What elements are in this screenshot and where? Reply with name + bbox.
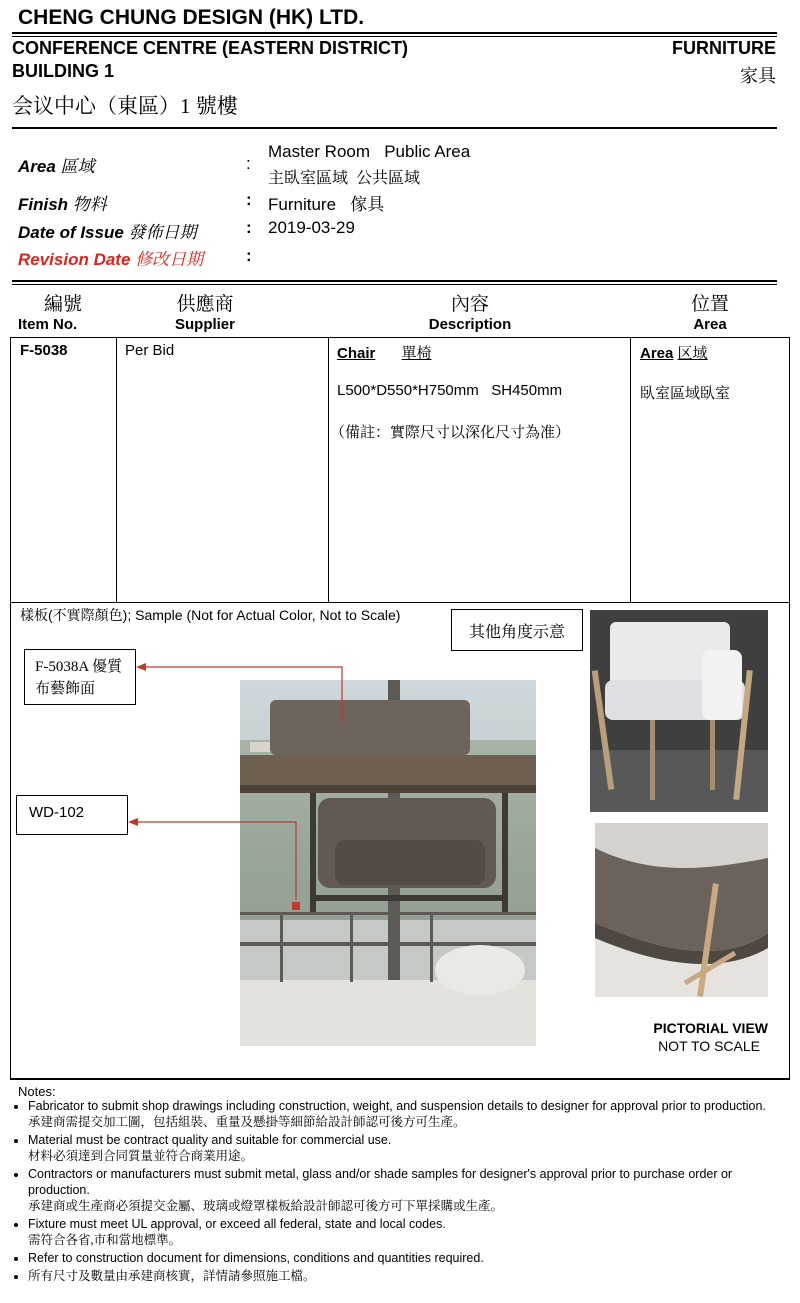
description-title-en: Chair xyxy=(337,345,376,362)
note-text-cn: 承建商或生產商必須提交金屬、玻璃或燈罩樣板給設計師認可後方可下單採購或生產。 xyxy=(28,1199,504,1213)
finish-colon: : xyxy=(246,190,252,209)
issue-date-value: 2019-03-29 xyxy=(268,218,355,237)
area-title-en: Area xyxy=(640,345,674,362)
note-text-en: • Fixture must meet UL approval, or exceed all federal, state and local codes. xyxy=(28,1217,446,1231)
category-label-cn: 家具 xyxy=(740,66,776,86)
finish-label-en: Finish xyxy=(18,195,69,214)
side-photo-front xyxy=(590,610,768,812)
project-building: BUILDING 1 xyxy=(12,61,115,81)
col-divider-2 xyxy=(328,337,329,602)
description-title-cn: 單椅 xyxy=(401,346,432,362)
header-rule-bottom xyxy=(12,127,777,129)
col-header-area-en: Area xyxy=(693,316,727,333)
note-text-cn: 材料必須達到合同質量並符合商業用途。 xyxy=(28,1149,254,1163)
category-label: FURNITURE xyxy=(672,38,776,58)
col-header-supplier-en: Supplier xyxy=(174,316,235,333)
revision-date-colon: : xyxy=(246,246,252,265)
finish-value: Furniture 傢具 xyxy=(268,195,385,214)
revision-date-label-en: Revision Date xyxy=(18,250,131,269)
wood-callout-text: WD-102 xyxy=(29,804,85,821)
note-item xyxy=(28,1216,788,1248)
area-colon: : xyxy=(246,154,251,173)
area-label xyxy=(18,152,95,177)
finish-label xyxy=(18,190,107,215)
area-value-en: Master Room Public Area xyxy=(268,142,471,161)
area-title xyxy=(640,342,708,363)
area-label-cn: 區域 xyxy=(60,157,95,176)
note-text-en: • Fabricator to submit shop drawings including construction, weight, and suspension details to designer for approval prior to production. xyxy=(28,1099,766,1113)
issue-date-label-en: Date of Issue xyxy=(18,223,124,242)
header-rule-top-thin xyxy=(12,36,777,37)
note-text-cn: • 所有尺寸及數量由承建商核實，詳情請參照施工檔。 xyxy=(28,1269,316,1283)
note-item xyxy=(28,1268,788,1284)
col-header-description-en: Description xyxy=(428,316,512,333)
company-name: CHENG CHUNG DESIGN (HK) LTD. xyxy=(18,6,365,29)
main-chair-illustration xyxy=(240,680,536,1046)
col-header-item-cn: 編號 xyxy=(43,294,82,315)
col-header-description-cn: 內容 xyxy=(450,294,489,315)
col-header-area-cn: 位置 xyxy=(690,294,729,315)
col-header-item xyxy=(18,289,108,333)
other-angles-text: 其他角度示意 xyxy=(468,623,565,641)
description-note: （備註：實際尺寸以深化尺寸為准） xyxy=(330,425,571,441)
note-text-cn: 需符合各省,市和當地標準。 xyxy=(28,1233,182,1247)
col-header-supplier xyxy=(150,289,260,333)
other-angles-label xyxy=(451,609,583,651)
area-label-en: Area xyxy=(18,157,56,176)
col-header-item-en: Item No. xyxy=(18,316,78,333)
issue-date-colon: : xyxy=(246,218,252,237)
col-header-description xyxy=(400,289,540,333)
notes-title: Notes: xyxy=(18,1084,56,1099)
info-rule-top xyxy=(12,280,777,282)
white-chair-illustration xyxy=(590,610,768,812)
project-title-cn: 会议中心（東區）1 號樓 xyxy=(12,94,238,118)
project-title: CONFERENCE CENTRE (EASTERN DISTRICT) xyxy=(12,38,409,58)
notes-list xyxy=(2,1098,788,1286)
table-row-divider xyxy=(10,602,790,603)
description-dimensions: L500*D550*H750mm SH450mm xyxy=(337,382,563,399)
main-chair-photo xyxy=(240,680,536,1046)
fabric-callout-text: F-5038A 優質布藝飾面 xyxy=(35,659,123,697)
note-item xyxy=(28,1132,788,1164)
pictorial-view-label: PICTORIAL VIEW xyxy=(653,1020,768,1036)
col-divider-3 xyxy=(630,337,631,602)
issue-date-label-cn: 發佈日期 xyxy=(128,223,197,242)
item-number: F-5038 xyxy=(20,342,68,359)
info-rule-bottom xyxy=(12,284,777,285)
revision-date-label xyxy=(18,245,203,270)
area-value: 臥室區域臥室 xyxy=(640,386,731,402)
col-header-area xyxy=(670,289,750,333)
finish-label-cn: 物料 xyxy=(72,195,107,214)
col-header-supplier-cn: 供應商 xyxy=(176,294,234,315)
header-rule-top xyxy=(12,32,777,34)
not-to-scale-label: NOT TO SCALE xyxy=(658,1038,760,1054)
note-text-en: • Refer to construction document for dimensions, conditions and quantities required. xyxy=(28,1251,484,1265)
col-divider-1 xyxy=(116,337,117,602)
side-photo-detail xyxy=(595,823,768,997)
area-value-cn: 主臥室區域 公共區域 xyxy=(268,170,421,187)
description-title xyxy=(337,342,432,363)
revision-date-label-cn: 修改日期 xyxy=(135,250,204,269)
note-item xyxy=(28,1250,788,1266)
wood-callout xyxy=(16,795,128,835)
seat-detail-illustration xyxy=(595,823,768,997)
note-text-en: • Contractors or manufacturers must submit metal, glass and/or shade samples for designer's approval prior to purchase order or production. xyxy=(28,1167,733,1197)
note-item xyxy=(28,1166,788,1214)
notes-rule xyxy=(10,1079,790,1080)
issue-date-label xyxy=(18,218,197,243)
note-item xyxy=(28,1098,788,1130)
note-text-cn: 承建商需提交加工圖，包括組裝、重量及懸掛等細節給設計師認可後方可生產。 xyxy=(28,1115,466,1129)
area-title-cn: 区域 xyxy=(677,346,708,362)
note-text-en: • Material must be contract quality and suitable for commercial use. xyxy=(28,1133,392,1147)
sample-caption: 樣板(不實際顏色); Sample (Not for Actual Color, Not to Scale) xyxy=(20,607,401,623)
supplier-value: Per Bid xyxy=(125,342,175,359)
fabric-callout xyxy=(24,649,136,705)
